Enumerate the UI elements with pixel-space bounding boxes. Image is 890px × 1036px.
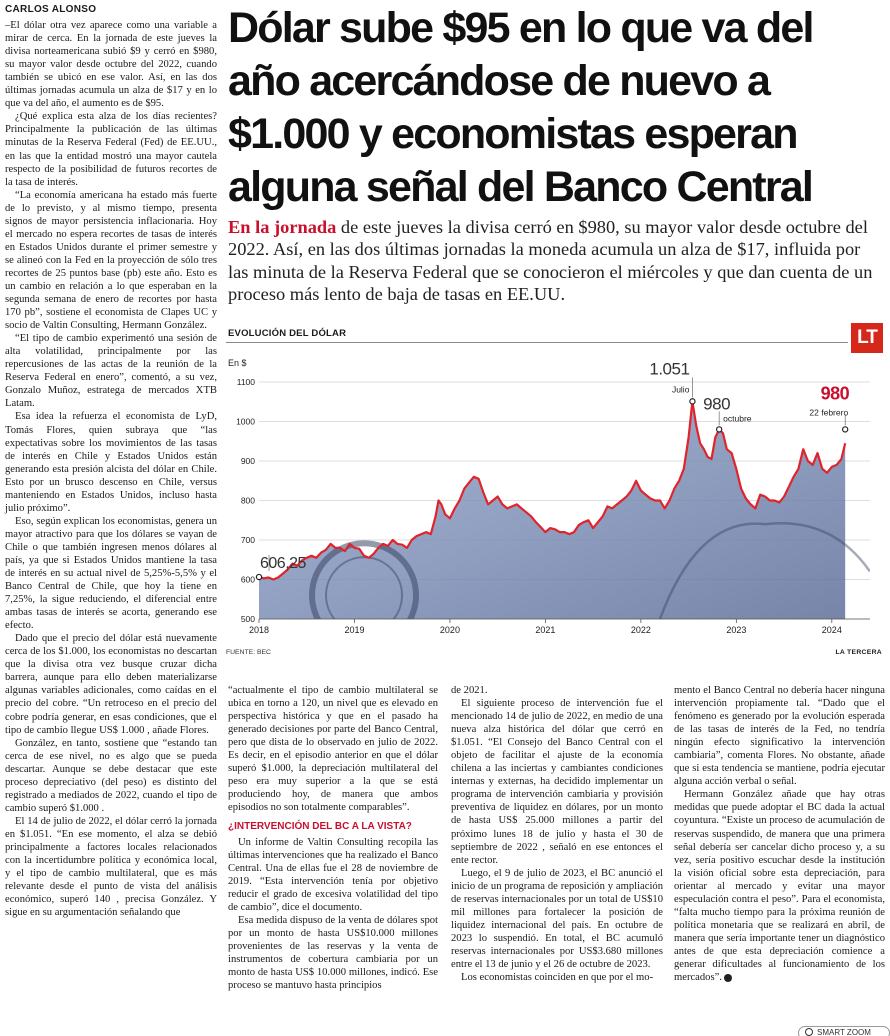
x-tick-label: 2018 — [248, 625, 270, 635]
y-tick-label: 1000 — [236, 416, 255, 427]
annotation-label: 1.051 — [649, 359, 690, 379]
end-of-article-icon — [724, 974, 732, 982]
left-column-text — [5, 19, 217, 919]
y-tick-label: 500 — [240, 614, 255, 624]
paragraph: Esa idea la refuerza el economista de LyD, Tomás Flores, quien subraya que “las expectativas sobre los movimientos de las tasas de interés en Chile y Estados Unidos están generando esta presión alcista del dólar en Chile. Esto por un brusco descenso en Chile, versus manteniendo en Estados Unidos, incluso hasta julio próximo”. — [5, 411, 217, 514]
paragraph: ¿Qué explica esta alza de los días recientes? Principalmente la publicación de las últimas minutas de la Reserva Federal (Fed) de EE.UU., en las que la entidad mostró una mayor cautela respecto de la posibilidad de futuros recortes de la tasa de interés. — [5, 111, 217, 188]
paragraph: El 14 de julio de 2022, el dólar cerró la jornada en $1.051. “En ese momento, el alza se debió principalmente a factores locales relacionados con la incertidumbre política y económica local, y el tipo de cambio multilateral, que es más relevante desde el punto de vista del análisis económico, superó 140 , precisa González. Y sigue en su argumentación señalando que — [5, 815, 217, 919]
body-column-2 — [228, 684, 438, 992]
x-tick-label: 2024 — [821, 625, 842, 635]
zoom-icon — [805, 1028, 813, 1036]
paragraph: Dado que el precio del dólar está nuevamente cerca de los $1.000, los economistas no descartan que la divisa otra vez busque cruzar dicha barrera, aunque para ello deben materializarse algunas variables adicionales, como caídas en el precio del cobre. “Un retroceso en el precio del cobre podría generar, en esas condiciones, que el tipo de cambio llegue US$ 1.000 , añade Flores. — [5, 633, 217, 736]
paragraph: “actualmente el tipo de cambio multilateral se ubica en torno a 120, un nivel que es elevado en perspectiva histórica y que en el pasado ha generado decisiones por parte del Banco Central, pero que dista de lo observado en julio de 2022. Es decir, en el episodio anterior en que el dólar superó $1.000, la depreciación multilateral del peso era muy superior a la que se está produciendo hoy, de manera que ambos episodios no son totalmente comparables”. — [228, 685, 438, 814]
left-column — [5, 3, 217, 919]
col2-text-after — [228, 836, 438, 993]
chart-svg — [226, 322, 886, 662]
section-subhead: ¿INTERVENCIÓN DEL BC A LA VISTA? — [228, 821, 412, 833]
annotation-marker — [256, 574, 261, 579]
paragraph: “El tipo de cambio experimentó una sesión de alta volatilidad, principalmente por las repercusiones de las actas de la reunión de la Reserva Federal en enero”, comentó, a su vez, Gonzalo Muñoz, estratega de mercados XTB Latam. — [5, 333, 217, 410]
smart-zoom-button[interactable] — [798, 1026, 890, 1036]
annotation-label: 980 — [820, 383, 850, 404]
paragraph: “La economía americana ha estado más fuerte de lo previsto, y al mismo tiempo, presenta signos de mayor persistencia inflacionaria. Hoy el mercado no espera recortes de tasas de interés en Estados Unidos durante el primer semestre y se alineó con la Fed en la proyección de sólo tres recortes de 25 puntos base (pb) este año. Esto es un cambio en relación a lo que esperaban en la segunda semana de enero de recortes por hasta 170 pb”, sostiene el economista de Clapes UC y socio de Valtin Consulting, Hermann González. — [5, 189, 217, 332]
chart-title-rule — [226, 342, 848, 343]
chart-publisher: LA TERCERA — [835, 649, 882, 656]
body-column-3 — [451, 684, 663, 984]
paragraph: Hermann González añade que hay otras medidas que puede adoptar el BC dada la actual coyuntura. “Existe un proceso de acumulación de reservas suspendido, de manera que una primera señal debería ser cancelar dicho proceso y, a su vez, sería positivo escuchar desde la institución la visión oficial sobre esta depreciación, para orientar al mercado y evitar una mayor especulación contra el peso”. Para el economista, “falta mucho tiempo para la próxima reunión de política monetaria que se realizará en abril, de manera que sería importante tener un diagnóstico antes de que esta depreciación comience a generar dificultades al funcionamiento de los mercados”. — [674, 789, 885, 984]
y-tick-label: 900 — [240, 456, 255, 466]
paragraph: Un informe de Valtin Consulting recopila las últimas intervenciones que ha realizado el Banco Central. Una de ellas fue el 28 de noviembre de 2019. “Esta intervención tenía por objetivo reducir el grado de excesiva volatilidad del tipo de cambio”, dice el documento. — [228, 836, 438, 913]
headline: Dólar sube $95 en lo que va del año acercándose de nuevo a $1.000 y economistas esperan alguna señal del Banco Central — [228, 4, 813, 211]
smart-zoom-label: SMART ZOOM — [817, 1028, 871, 1036]
chart-source: FUENTE: BEC — [226, 649, 271, 656]
chart-area-fill — [259, 401, 845, 619]
paragraph: Los economistas coinciden en que por el mo- — [461, 972, 654, 984]
x-tick-label: 2021 — [535, 625, 556, 635]
annotation-marker — [717, 427, 722, 432]
x-tick-label: 2022 — [630, 625, 651, 635]
annotation-label: 606,25 — [260, 555, 306, 573]
la-tercera-logo: LT — [851, 323, 883, 353]
x-tick-label: 2020 — [439, 625, 460, 635]
chart-title: EVOLUCIÓN DEL DÓLAR — [228, 328, 347, 339]
paragraph: –El dólar otra vez aparece como una variable a mirar de cerca. En la jornada de este jueves la divisa norteamericana subió $9 y cerró en $980, su mayor valor desde octubre del 2022, cuando también se ubicó en ese valor. Así, en las dos últimas jornadas acumula un alza de $17 y en lo que va del año, el aumento es de $95. — [5, 20, 217, 110]
annotation-label: 980 — [703, 394, 731, 414]
x-tick-label: 2019 — [344, 625, 365, 635]
annotation-sublabel: octubre — [723, 413, 752, 424]
dollar-chart — [226, 322, 886, 662]
paragraph: Luego, el 9 de julio de 2023, el BC anunció el inicio de un programa de reposición y ampliación de reservas internacionales por un total de US$10 mil millones para fortalecer la posición de liquidez internacional del país. En octubre de 2023 lo suspendió. En total, el BC acumuló reservas internacionales por US$3.680 millones entre el 13 de junio y el 26 de octubre de 2023. — [451, 867, 663, 970]
paragraph: González, en tanto, sostiene que “estando tan cerca de ese nivel, no es algo que se pueda descartar. Aunque se debe destacar que este proceso depreciativo (del peso) es distinto del registrado a mediados de 2022, cuando el tipo de cambio superó $1.000 . — [5, 737, 217, 814]
lead-text: de este jueves la divisa cerró en $980, su mayor valor desde octubre del 2022. Así, en las dos últimas jornadas la moneda acumula un alza de $17, influida por las minuta de la Reserva Federal que se conocieron el miércoles y que dan cuenta de un proceso más lento de baja de tasas en EE.UU. — [228, 217, 873, 304]
y-axis-label: En $ — [228, 358, 247, 368]
y-tick-label: 1100 — [236, 377, 255, 387]
paragraph: de 2021. — [451, 685, 488, 696]
annotation-marker — [843, 427, 848, 432]
paragraph: Eso, según explican los economistas, genera un mayor atractivo para que los dólares se vayan de Chile o que también ingresen menos dólares al país, ya que si Estados Unidos mantiene la tasa de interés en su actual nivel de 5,25%-5,5% y el Banco Central de Chile, que hoy la tiene en 7,25%, la sigue reduciendo, el diferencial entre ambas tasas de interés se acorta, generando ese efecto. — [5, 515, 217, 632]
annotation-sublabel: Julio — [671, 384, 690, 395]
paragraph: El siguiente proceso de intervención fue el mencionado 14 de julio de 2022, en medio de una nueva alza histórica del dólar que cerró en $1.051. “El Consejo del Banco Central con el objeto de facilitar el ajuste de la economía chilena a las inciertas y cambiantes condiciones internas y externas, ha decidido implementar un programa de intervención cambiaria y provisión preventiva de liquidez en dólares, por un monto de hasta US$ 25.000 millones a partir del próximo lunes 18 de julio y hasta el 30 de septiembre de 2022 , señaló en ese entonces el ente rector. — [451, 698, 663, 866]
x-tick-label: 2023 — [726, 625, 747, 635]
lead-kicker: En la jornada — [228, 217, 337, 237]
paragraph: Esa medida dispuso de la venta de dólares spot por un monto de hasta US$10.000 millones provenientes de las reservas y la venta de instrumentos de cobertura cambiaria por un monto de hasta US$ 10.000 millones, indicó. Ese proceso se mantuvo hasta principios — [228, 914, 438, 992]
y-tick-label: 600 — [240, 574, 255, 585]
y-tick-label: 700 — [240, 535, 255, 545]
body-column-4 — [674, 684, 885, 984]
annotation-marker — [690, 399, 695, 404]
lead-paragraph — [228, 216, 883, 305]
paragraph: mento el Banco Central no debería hacer ninguna intervención propiamente tal. “Dado que el fenómeno es generado por la evolución esperada de las tasas de interés de la Fed, no tendría ningún efecto significativo la intervención cambiaria”, comenta Flores. No obstante, añade que si esta tendencia se mantiene, podría ejecutar alguna acción verbal o señal. — [674, 685, 885, 788]
annotation-sublabel: 22 febrero — [809, 407, 849, 418]
col2-text — [228, 684, 438, 814]
y-tick-label: 800 — [240, 495, 255, 506]
byline: CARLOS ALONSO — [5, 4, 97, 15]
